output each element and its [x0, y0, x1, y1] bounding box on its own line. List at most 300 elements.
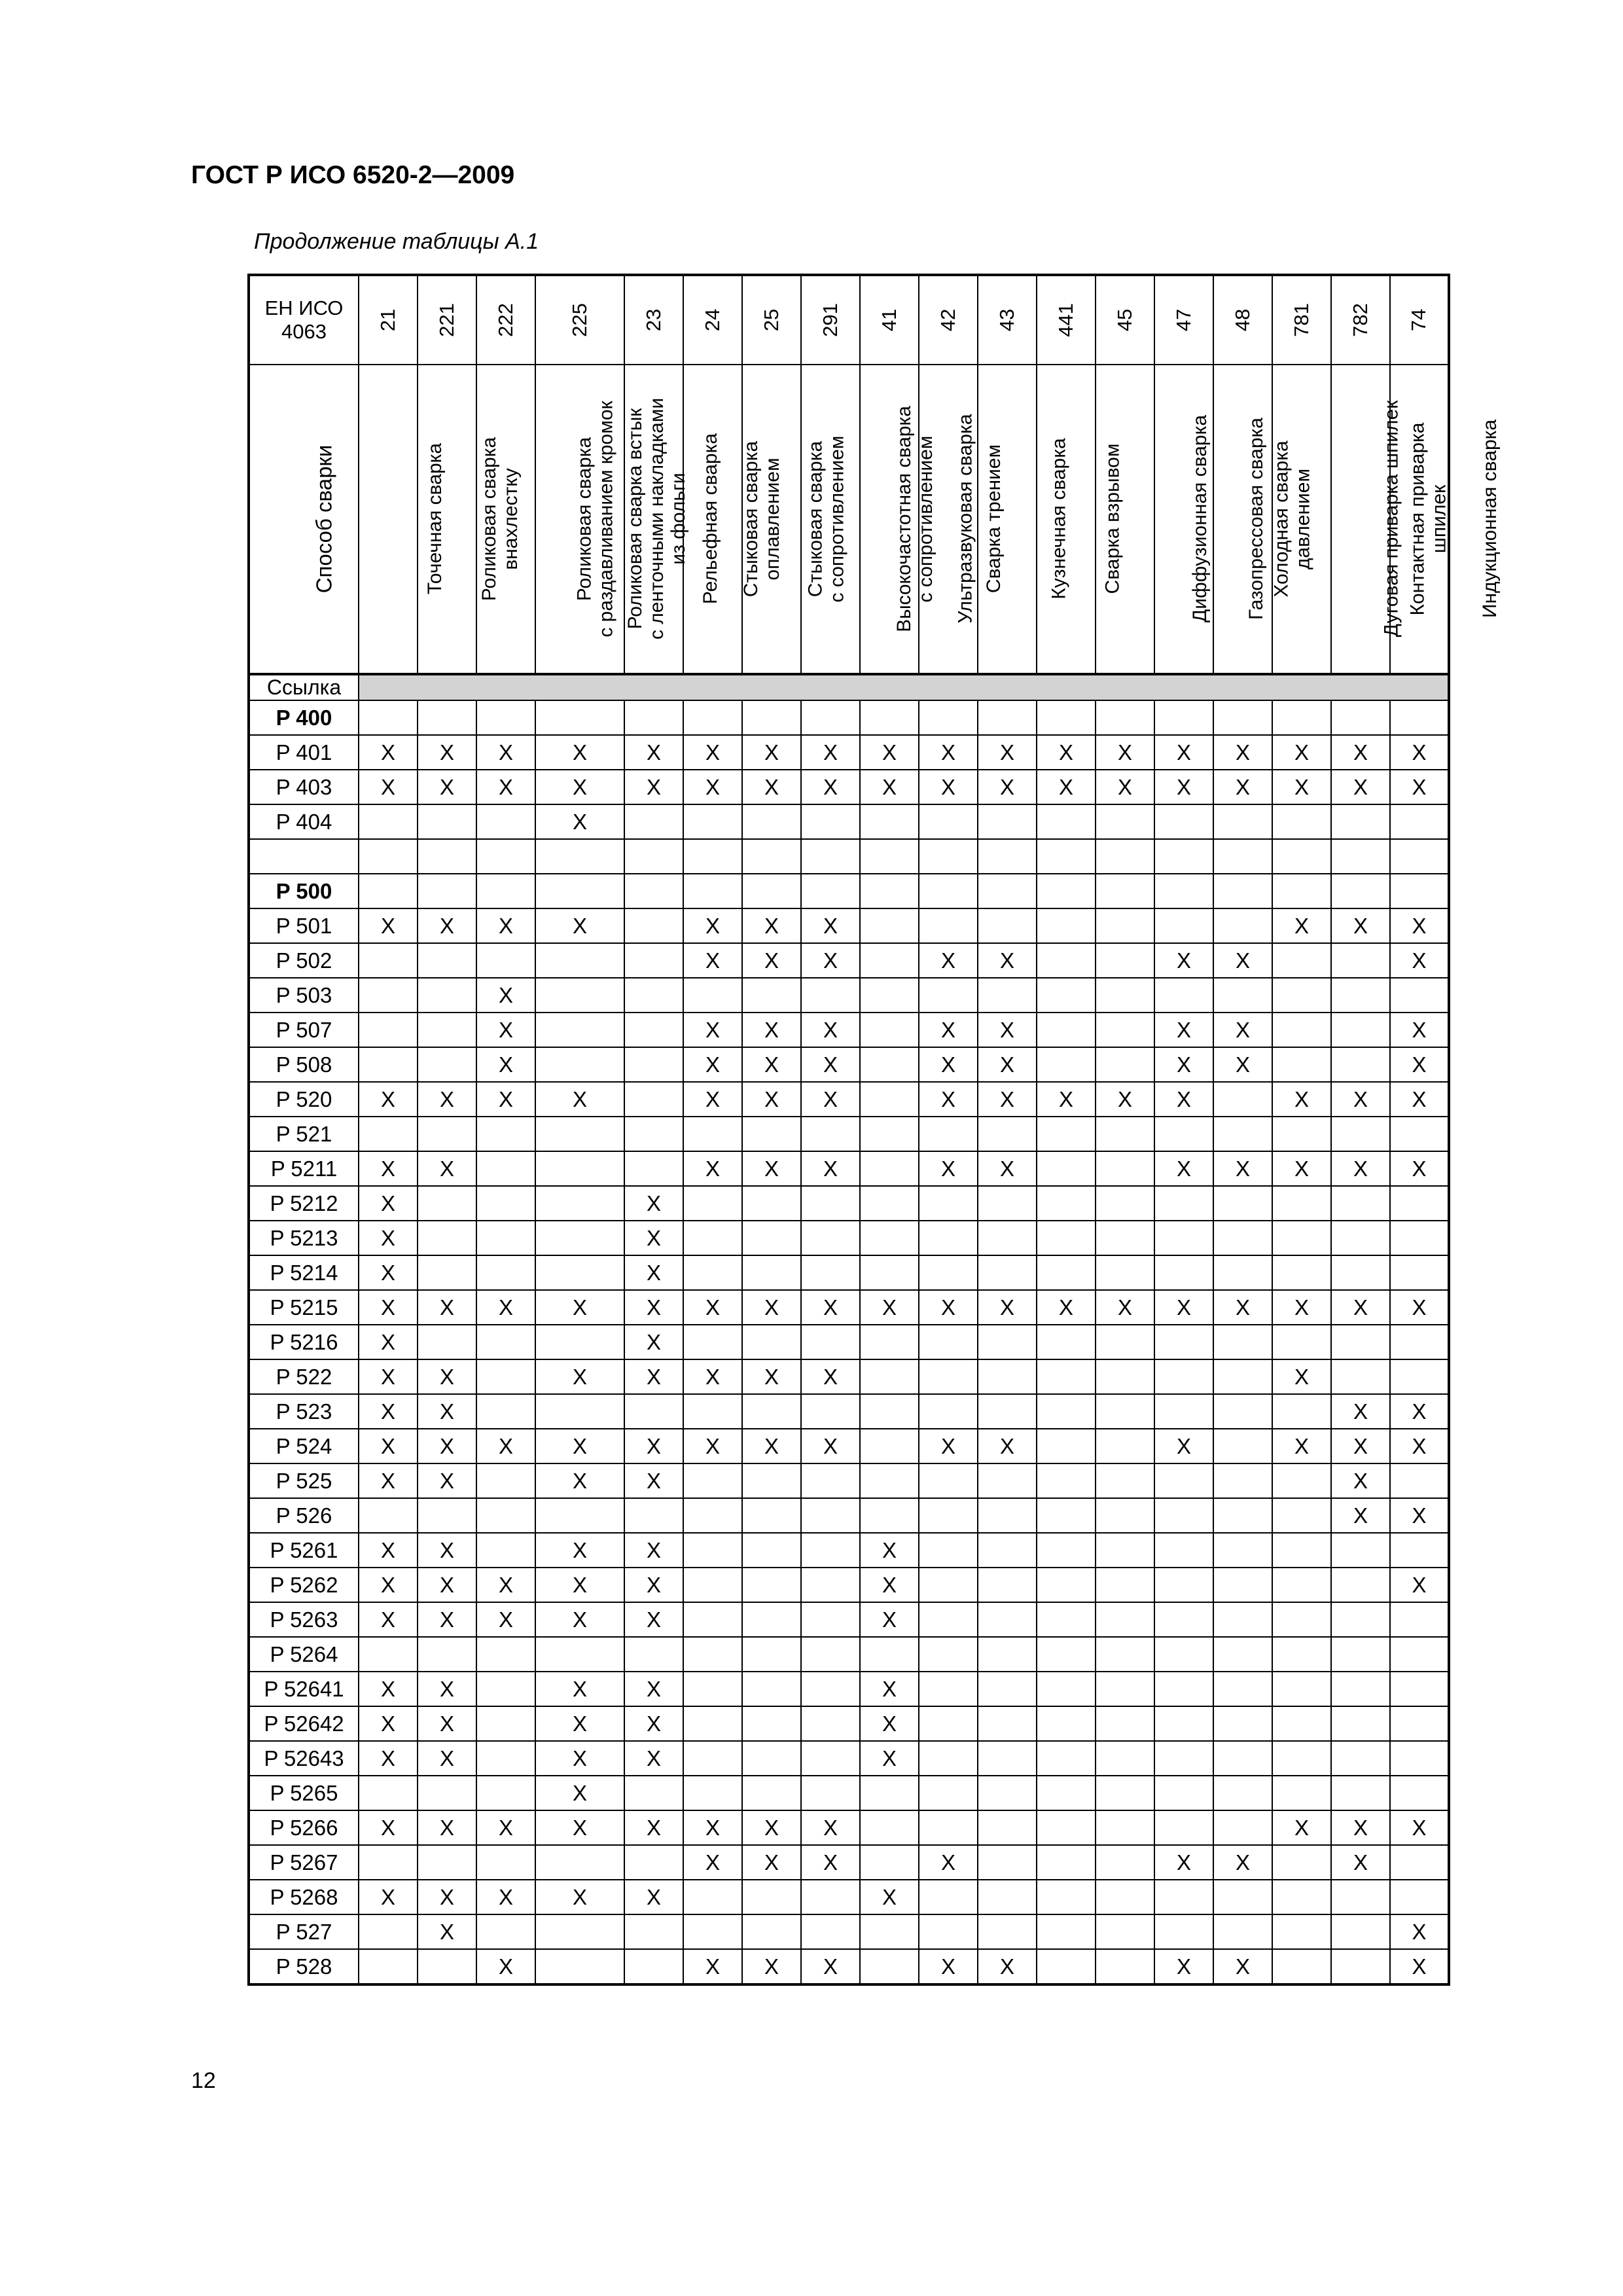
table-cell: [1390, 1602, 1449, 1637]
table-cell: [476, 700, 535, 735]
table-cell: [742, 1533, 801, 1568]
applicability-mark: X: [999, 1086, 1014, 1111]
applicability-mark: X: [439, 1086, 454, 1111]
applicability-mark: X: [572, 1086, 587, 1111]
applicability-mark: X: [380, 1225, 395, 1250]
table-cell: [1390, 1637, 1449, 1672]
applicability-mark: X: [572, 1780, 587, 1805]
table-cell: [1213, 1082, 1272, 1117]
table-cell: [683, 1013, 742, 1047]
table-cell: [978, 1880, 1037, 1914]
table-cell: [801, 1880, 860, 1914]
process-code: 48: [1230, 308, 1254, 332]
table-cell: [919, 1637, 978, 1672]
applicability-mark: X: [823, 1017, 838, 1042]
applicability-mark: X: [1176, 1086, 1191, 1111]
table-cell: [1272, 1741, 1331, 1776]
table-cell: [535, 1463, 624, 1498]
table-cell: [978, 1949, 1037, 1984]
table-cell: [624, 1706, 683, 1741]
applicability-mark: X: [1294, 774, 1309, 799]
table-cell: [1037, 1186, 1096, 1221]
applicability-mark: X: [1412, 1503, 1427, 1528]
table-cell: [742, 1637, 801, 1672]
applicability-mark: X: [646, 1537, 661, 1562]
applicability-mark: X: [764, 1086, 779, 1111]
applicability-mark: X: [380, 1086, 395, 1111]
table-cell: [535, 1117, 624, 1151]
table-cell: [919, 1741, 978, 1776]
table-cell: [535, 839, 624, 874]
table-cell: [1096, 1082, 1154, 1117]
page-number: 12: [191, 2068, 216, 2093]
table-cell: [683, 1568, 742, 1602]
table-cell: [1154, 1117, 1213, 1151]
row-reference-label: P 5215: [249, 1290, 359, 1325]
applicability-mark: X: [705, 1052, 720, 1077]
table-cell: [683, 1221, 742, 1255]
table-cell: [1331, 770, 1390, 804]
process-name: [1189, 415, 1211, 622]
process-code: 222: [493, 303, 517, 337]
table-cell: [476, 1568, 535, 1602]
applicability-mark: X: [1353, 1503, 1368, 1528]
table-row: [249, 1637, 1449, 1672]
table-cell: [359, 1845, 418, 1880]
applicability-mark: X: [1353, 1295, 1368, 1319]
applicability-mark: X: [380, 913, 395, 938]
table-cell: [978, 1047, 1037, 1082]
applicability-mark: X: [1294, 913, 1309, 938]
table-cell: [1272, 839, 1331, 874]
table-cell: [624, 1533, 683, 1568]
row-reference-label: P 526: [249, 1498, 359, 1533]
table-cell: [919, 1255, 978, 1290]
process-name: [1479, 420, 1501, 618]
row-reference-label: P 5216: [249, 1325, 359, 1359]
table-cell: [1096, 1533, 1154, 1568]
table-cell: [1390, 908, 1449, 943]
table-cell: [1331, 1498, 1390, 1533]
process-name: [1048, 438, 1070, 599]
table-cell: [683, 874, 742, 908]
table-cell: [1037, 839, 1096, 874]
applicability-mark: X: [380, 1884, 395, 1909]
process-name-line: давлением: [1292, 468, 1314, 569]
table-cell: [919, 1082, 978, 1117]
table-cell: [535, 1394, 624, 1429]
table-cell: [476, 1186, 535, 1221]
process-code: 43: [995, 308, 1018, 332]
process-code-cell: [476, 275, 535, 365]
table-cell: [1390, 1151, 1449, 1186]
table-cell: [801, 1533, 860, 1568]
table-cell: [1154, 1047, 1213, 1082]
applicability-mark: X: [1176, 1954, 1191, 1979]
table-cell: [683, 943, 742, 978]
applicability-mark: X: [646, 1468, 661, 1493]
process-name-line: Роликовая сварка встык: [624, 408, 647, 630]
table-cell: [1037, 1463, 1096, 1498]
table-row: [249, 1498, 1449, 1533]
table-cell: [418, 1117, 476, 1151]
table-cell: [1096, 1637, 1154, 1672]
process-code: 782: [1348, 303, 1372, 337]
table-cell: [535, 1776, 624, 1810]
table-cell: [1331, 1221, 1390, 1255]
applicability-mark: X: [1235, 1850, 1250, 1874]
table-cell: [359, 1568, 418, 1602]
table-cell: [418, 1637, 476, 1672]
process-code-cell: [535, 275, 624, 365]
table-cell: [535, 943, 624, 978]
row-reference-label: P 5213: [249, 1221, 359, 1255]
applicability-mark: X: [1412, 774, 1427, 799]
process-name-line: Стыковая сварка: [740, 440, 762, 597]
table-cell: [1272, 1672, 1331, 1706]
table-cell: [978, 908, 1037, 943]
applicability-mark: X: [646, 1607, 661, 1632]
table-cell: [624, 1810, 683, 1845]
table-cell: [1096, 1463, 1154, 1498]
table-cell: [1331, 1429, 1390, 1463]
table-row: [249, 1706, 1449, 1741]
table-row: [249, 839, 1449, 874]
applicability-mark: X: [498, 982, 513, 1007]
table-cell: [919, 839, 978, 874]
table-cell: [1390, 1013, 1449, 1047]
applicability-mark: X: [498, 913, 513, 938]
table-cell: [742, 1047, 801, 1082]
table-cell: [476, 1290, 535, 1325]
table-cell: [1037, 770, 1096, 804]
row-reference-label: P 5214: [249, 1255, 359, 1290]
table-cell: [1213, 1325, 1272, 1359]
applicability-mark: X: [439, 1746, 454, 1770]
table-cell: [418, 1880, 476, 1914]
table-cell: [359, 1498, 418, 1533]
table-cell: [1096, 1394, 1154, 1429]
table-cell: [742, 839, 801, 874]
table-cell: [1096, 1290, 1154, 1325]
row-reference-label: P 500: [249, 874, 359, 908]
table-cell: [1154, 770, 1213, 804]
applicability-mark: X: [1353, 1815, 1368, 1840]
table-cell: [359, 1290, 418, 1325]
applicability-mark: X: [764, 740, 779, 764]
table-cell: [418, 1186, 476, 1221]
table-cell: [860, 1429, 919, 1463]
table-cell: [1213, 1186, 1272, 1221]
applicability-mark: X: [940, 1086, 955, 1111]
table-cell: [418, 1533, 476, 1568]
process-code-cell: [359, 275, 418, 365]
table-cell: [359, 770, 418, 804]
table-cell: [1037, 874, 1096, 908]
table-cell: [1037, 1810, 1096, 1845]
table-cell: [359, 1013, 418, 1047]
table-cell: [1272, 1949, 1331, 1984]
table-cell: [801, 1117, 860, 1151]
table-cell: [359, 839, 418, 874]
table-cell: [1390, 1706, 1449, 1741]
table-cell: [683, 1082, 742, 1117]
process-name-line: Высокочастотная сварка: [893, 405, 915, 632]
table-cell: [418, 770, 476, 804]
process-code: 291: [818, 303, 842, 337]
applicability-mark: X: [705, 1954, 720, 1979]
table-cell: [919, 1429, 978, 1463]
table-cell: [1096, 839, 1154, 874]
table-cell: [418, 1845, 476, 1880]
applicability-mark: X: [999, 1017, 1014, 1042]
applicability-mark: X: [1294, 1433, 1309, 1458]
table-cell: [801, 1602, 860, 1637]
table-cell: [801, 735, 860, 770]
table-cell: [535, 804, 624, 839]
applicability-mark: X: [498, 1295, 513, 1319]
table-cell: [535, 1047, 624, 1082]
row-reference-label: P 5267: [249, 1845, 359, 1880]
applicability-mark: X: [764, 1156, 779, 1181]
applicability-mark: X: [764, 1295, 779, 1319]
applicability-mark: X: [572, 1711, 587, 1736]
applicability-mark: X: [823, 1815, 838, 1840]
row-reference-label: P 5268: [249, 1880, 359, 1914]
applicability-mark: X: [1412, 1433, 1427, 1458]
table-cell: [359, 1117, 418, 1151]
table-cell: [919, 908, 978, 943]
process-code: 25: [759, 308, 783, 332]
table-cell: [1331, 1117, 1390, 1151]
applicability-mark: X: [439, 1572, 454, 1597]
applicability-mark: X: [439, 1399, 454, 1424]
table-cell: [1390, 874, 1449, 908]
table-cell: [624, 1602, 683, 1637]
applicability-mark: X: [999, 1954, 1014, 1979]
table-cell: [476, 1949, 535, 1984]
row-reference-label: P 403: [249, 770, 359, 804]
applicability-mark: X: [1412, 1052, 1427, 1077]
applicability-mark: X: [823, 1850, 838, 1874]
table-cell: [624, 1776, 683, 1810]
table-cell: [1390, 1394, 1449, 1429]
table-cell: [683, 839, 742, 874]
table-cell: [1213, 1533, 1272, 1568]
table-cell: [919, 1810, 978, 1845]
applicability-mark: X: [646, 1815, 661, 1840]
row-reference-label: [249, 839, 359, 874]
table-row: [249, 1394, 1449, 1429]
table-cell: [359, 1186, 418, 1221]
applicability-mark: X: [705, 1086, 720, 1111]
table-cell: [476, 1914, 535, 1949]
table-cell: [535, 1845, 624, 1880]
table-cell: [1272, 1498, 1331, 1533]
table-cell: [1272, 1394, 1331, 1429]
table-cell: [359, 1533, 418, 1568]
table-cell: [418, 700, 476, 735]
applicability-mark: X: [572, 1607, 587, 1632]
process-name-line: Дуговая приварка шпилек: [1380, 400, 1402, 637]
table-cell: [624, 1082, 683, 1117]
table-cell: [860, 1672, 919, 1706]
applicability-mark: X: [439, 774, 454, 799]
applicability-mark: X: [1353, 1433, 1368, 1458]
process-name-line: внахлестку: [500, 467, 522, 570]
table-row: [249, 700, 1449, 735]
table-cell: [1272, 1221, 1331, 1255]
table-cell: [978, 804, 1037, 839]
table-cell: [359, 1914, 418, 1949]
table-cell: [1272, 1290, 1331, 1325]
table-cell: [1390, 839, 1449, 874]
table-cell: [801, 908, 860, 943]
applicability-mark: X: [705, 1017, 720, 1042]
table-cell: [683, 1290, 742, 1325]
table-cell: [801, 1151, 860, 1186]
applicability-mark: X: [1176, 774, 1191, 799]
table-cell: [1213, 1741, 1272, 1776]
applicability-mark: X: [1176, 1156, 1191, 1181]
table-cell: [418, 1741, 476, 1776]
process-code: 47: [1171, 308, 1195, 332]
table-cell: [1213, 1880, 1272, 1914]
process-code-cell: [801, 275, 860, 365]
process-code-cell: [742, 275, 801, 365]
applicability-mark: X: [498, 1433, 513, 1458]
applicability-mark: X: [1117, 740, 1132, 764]
table-cell: [860, 1394, 919, 1429]
table-cell: [1331, 978, 1390, 1013]
table-cell: [1154, 1914, 1213, 1949]
table-cell: [978, 1845, 1037, 1880]
process-name-line: Рельефная сварка: [700, 433, 722, 605]
table-cell: [535, 1637, 624, 1672]
table-cell: [624, 1949, 683, 1984]
table-cell: [683, 1325, 742, 1359]
row-reference-label: P 507: [249, 1013, 359, 1047]
table-cell: [1390, 1325, 1449, 1359]
table-cell: [919, 1325, 978, 1359]
table-cell: [1390, 770, 1449, 804]
table-cell: [535, 1672, 624, 1706]
table-cell: [476, 1741, 535, 1776]
applicability-mark: X: [498, 1607, 513, 1632]
welding-reference-table: [247, 274, 1501, 1986]
table-cell: [683, 1429, 742, 1463]
row-reference-label: P 522: [249, 1359, 359, 1394]
applicability-mark: X: [646, 1433, 661, 1458]
table-cell: [801, 770, 860, 804]
table-cell: [418, 1914, 476, 1949]
table-cell: [919, 1602, 978, 1637]
table-cell: [1272, 804, 1331, 839]
table-cell: [1037, 1776, 1096, 1810]
table-cell: [683, 1949, 742, 1984]
table-cell: [1390, 978, 1449, 1013]
applicability-mark: X: [572, 1746, 587, 1770]
process-code-cell: [683, 275, 742, 365]
applicability-mark: X: [705, 1364, 720, 1389]
table-cell: [476, 1117, 535, 1151]
table-cell: [919, 1151, 978, 1186]
standard-label-cell: [249, 275, 359, 365]
table-cell: [1331, 735, 1390, 770]
table-cell: [1390, 804, 1449, 839]
table-cell: [476, 1706, 535, 1741]
table-cell: [1096, 1672, 1154, 1706]
table-cell: [919, 770, 978, 804]
table-cell: [801, 1082, 860, 1117]
table-cell: [860, 1776, 919, 1810]
table-cell: [476, 1810, 535, 1845]
table-cell: [978, 1429, 1037, 1463]
applicability-mark: X: [439, 1919, 454, 1944]
applicability-mark: X: [1058, 774, 1073, 799]
table-cell: [919, 1949, 978, 1984]
table-cell: [1272, 1082, 1331, 1117]
table-cell: [624, 839, 683, 874]
applicability-mark: X: [1117, 1295, 1132, 1319]
applicability-mark: X: [1412, 913, 1427, 938]
applicability-mark: X: [705, 948, 720, 973]
table-cell: [1331, 1880, 1390, 1914]
table-cell: [1272, 735, 1331, 770]
table-cell: [1096, 735, 1154, 770]
table-cell: [535, 1359, 624, 1394]
table-cell: [624, 1394, 683, 1429]
table-cell: [978, 839, 1037, 874]
table-cell: [1331, 1637, 1390, 1672]
process-code: 42: [936, 308, 959, 332]
table-cell: [1331, 700, 1390, 735]
table-cell: [624, 1429, 683, 1463]
table-cell: [1096, 1221, 1154, 1255]
process-name: [424, 443, 446, 594]
process-name-line: Точечная сварка: [424, 442, 446, 595]
table-cell: [535, 1880, 624, 1914]
table-cell: [742, 1290, 801, 1325]
table-cell: [359, 978, 418, 1013]
table-cell: [1037, 1013, 1096, 1047]
applicability-mark: X: [1235, 774, 1250, 799]
table-cell: [418, 1706, 476, 1741]
table-cell: [535, 1810, 624, 1845]
applicability-mark: X: [572, 809, 587, 834]
table-cell: [1272, 874, 1331, 908]
table-cell: [1096, 1325, 1154, 1359]
table-cell: [359, 1255, 418, 1290]
table-cell: [919, 1568, 978, 1602]
table-cell: [418, 1221, 476, 1255]
row-reference-label: P 5211: [249, 1151, 359, 1186]
method-label-cell: [249, 365, 359, 674]
table-cell: [801, 700, 860, 735]
table-cell: [1037, 700, 1096, 735]
table-cell: [535, 700, 624, 735]
table-cell: [476, 1151, 535, 1186]
process-name: [700, 433, 721, 604]
applicability-mark: X: [1353, 1850, 1368, 1874]
table-cell: [1331, 1741, 1390, 1776]
table-cell: [742, 1498, 801, 1533]
table-cell: [919, 1880, 978, 1914]
table-row: [249, 908, 1449, 943]
table-cell: [978, 1602, 1037, 1637]
table-cell: [535, 1255, 624, 1290]
table-cell: [1154, 1706, 1213, 1741]
